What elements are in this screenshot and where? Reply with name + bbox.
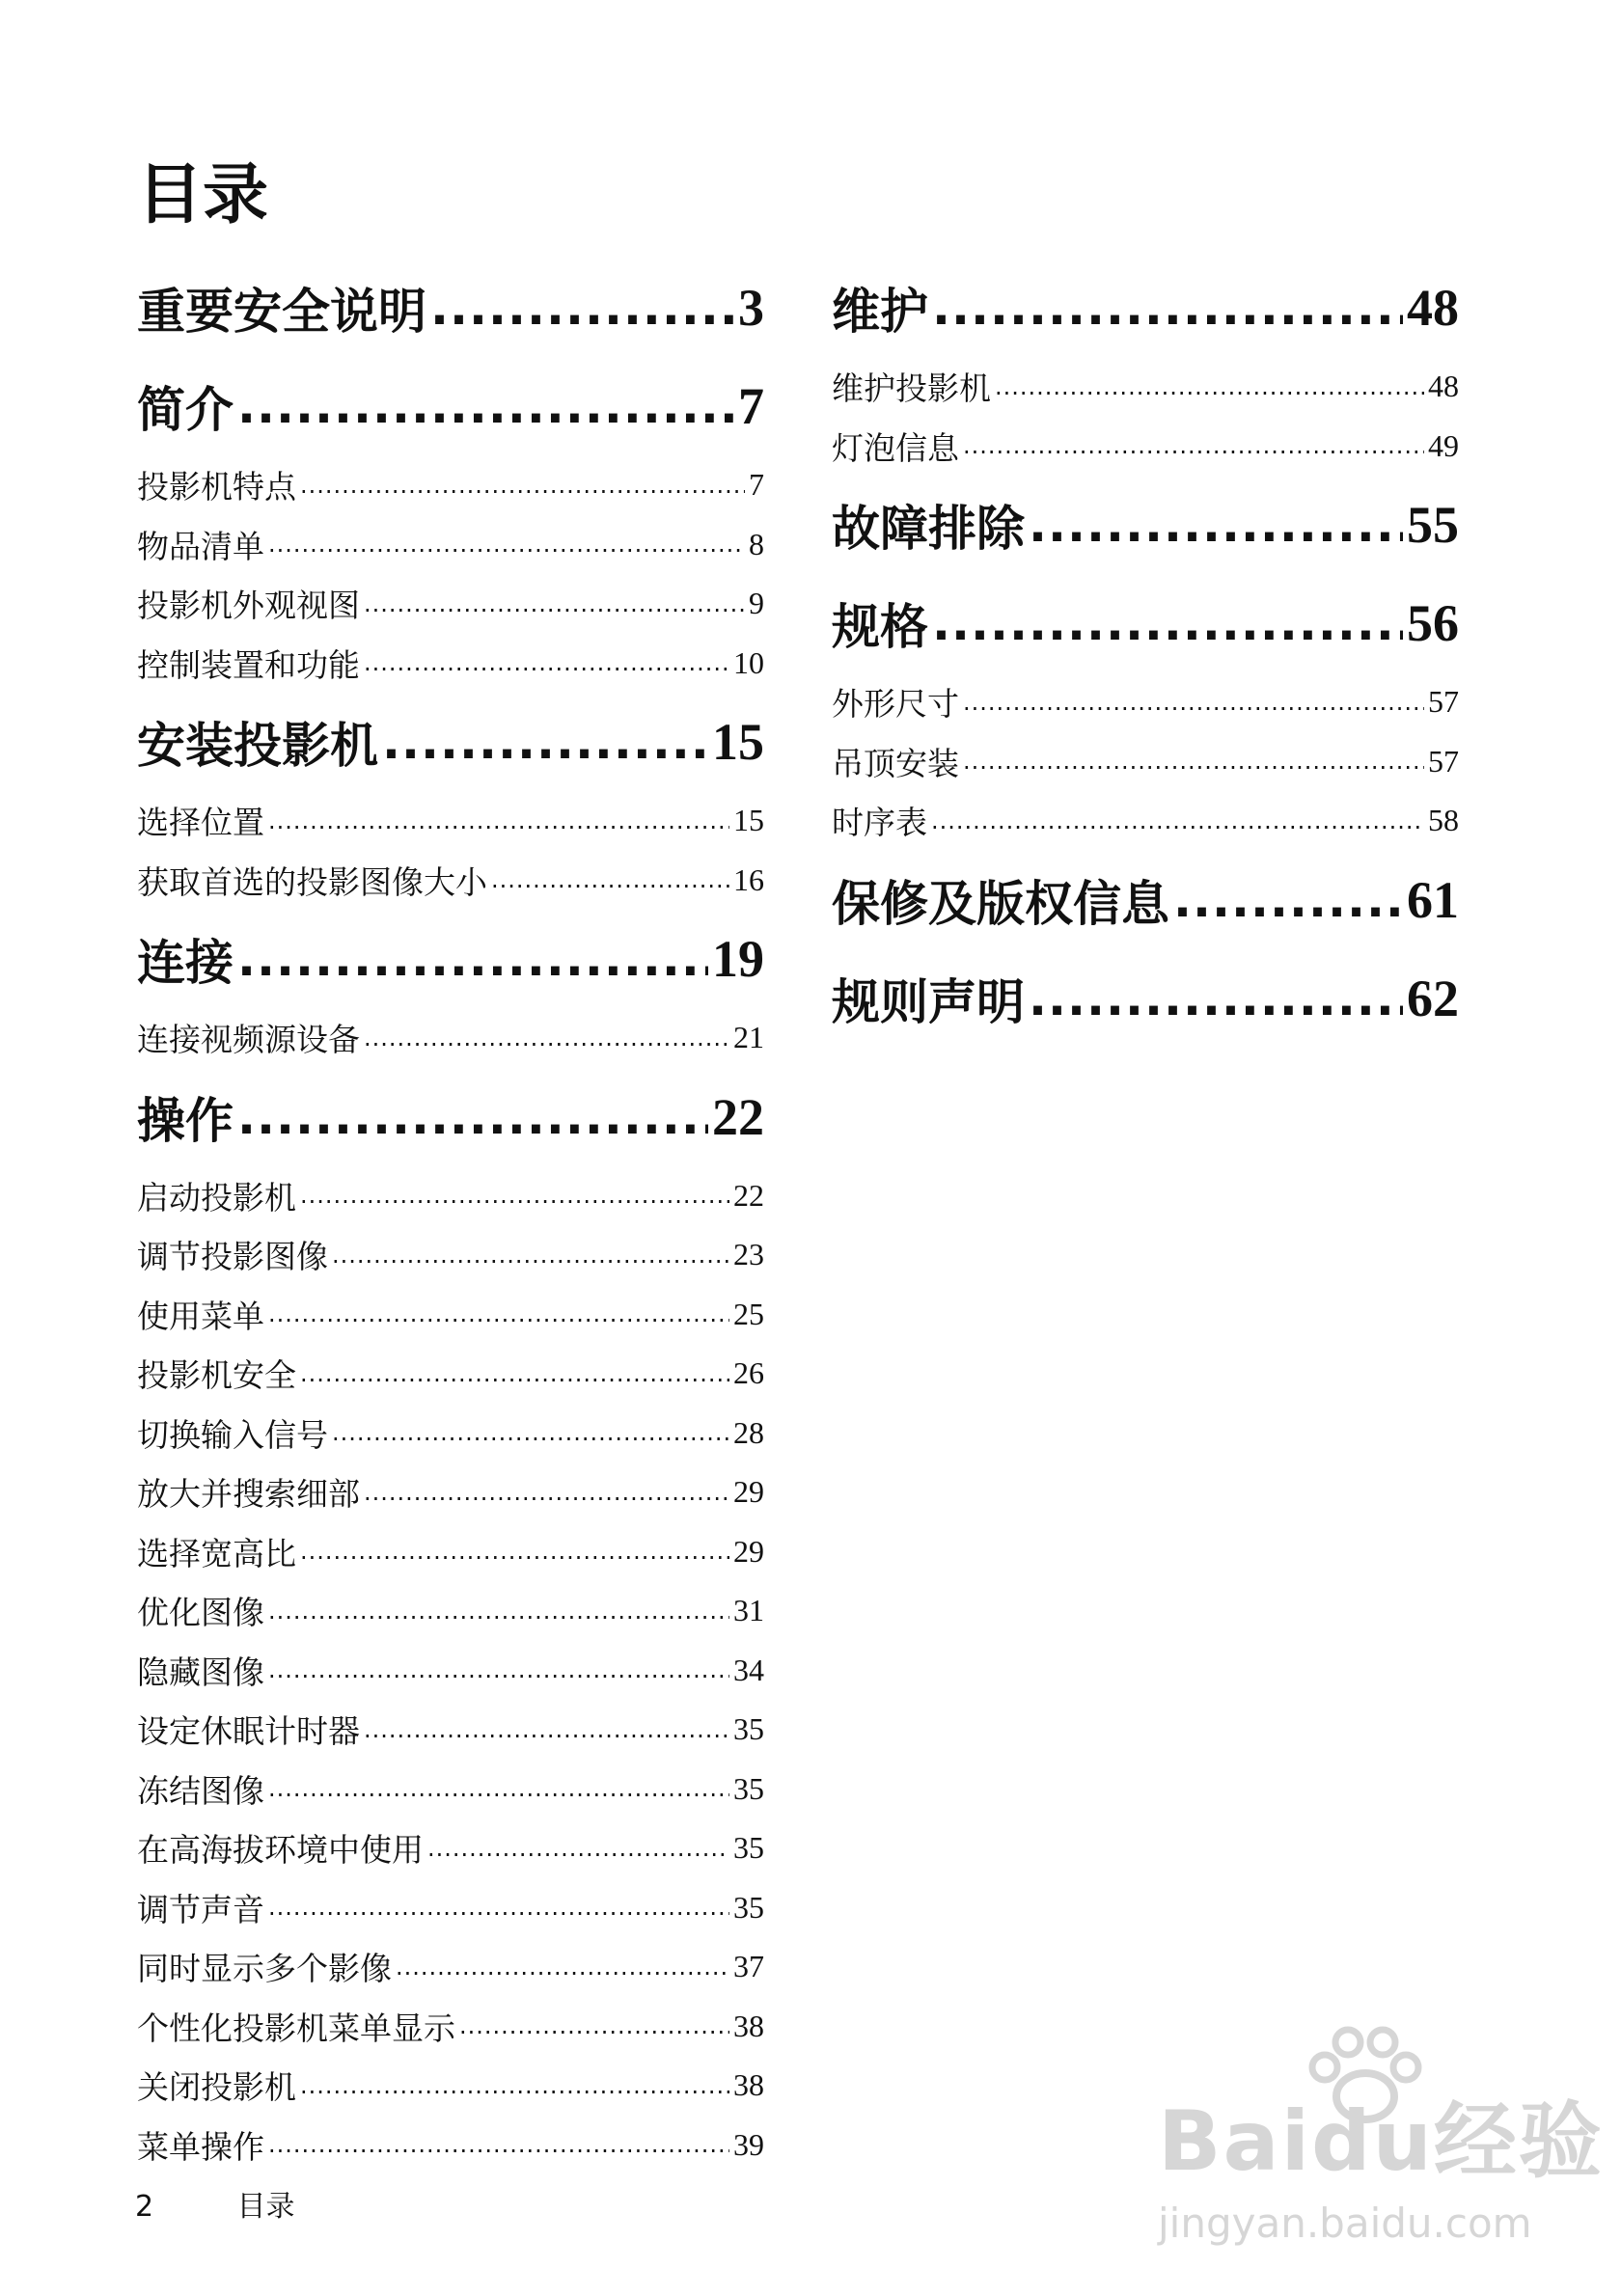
- page-footer: [135, 2182, 295, 2225]
- dot-leader: [364, 1479, 729, 1506]
- dot-leader: [931, 807, 1424, 834]
- dot-leader: [427, 1835, 729, 1862]
- toc-left-column: [137, 259, 764, 2174]
- toc-subsection-entry[interactable]: [137, 1462, 764, 1522]
- toc-entry-label: 获取首选的投影图像大小: [137, 862, 487, 901]
- toc-entry-label: 规格: [832, 599, 928, 655]
- toc-entry-page: 56: [1407, 594, 1459, 652]
- toc-subsection-entry[interactable]: [137, 634, 764, 694]
- baidu-watermark: [1158, 2074, 1604, 2247]
- dot-leader: [300, 1538, 729, 1565]
- toc-entry-label: 操作: [137, 1092, 234, 1149]
- toc-subsection-entry[interactable]: [137, 2056, 764, 2116]
- dot-leader: [268, 1598, 729, 1625]
- toc-entry-label: 重要安全说明: [137, 284, 426, 340]
- dot-leader: [268, 1894, 729, 1921]
- dot-leader: [963, 748, 1424, 775]
- dot-leader: [1029, 497, 1403, 553]
- toc-subsection-entry[interactable]: [137, 2116, 764, 2175]
- toc-entry-label: 保修及版权信息: [832, 875, 1169, 932]
- toc-entry-page: 16: [733, 861, 764, 897]
- toc-subsection-entry[interactable]: [137, 851, 764, 911]
- toc-entry-page: 23: [733, 1237, 764, 1272]
- toc-subsection-entry[interactable]: [137, 1285, 764, 1345]
- dot-leader: [1173, 872, 1403, 928]
- toc-entry-label: 在高海拔环境中使用: [137, 1831, 424, 1870]
- toc-entry-page: 38: [733, 2067, 764, 2103]
- toc-entry-label: 个性化投影机菜单显示: [137, 2009, 455, 2047]
- toc-entry-page: 22: [733, 1177, 764, 1213]
- paw-logo-icon: [1298, 2021, 1433, 2127]
- toc-entry-page: 19: [712, 930, 764, 988]
- dot-leader: [268, 1775, 729, 1802]
- toc-entry-page: 29: [733, 1533, 764, 1569]
- toc-entry-page: 21: [733, 1020, 764, 1055]
- dot-leader: [268, 1656, 729, 1683]
- watermark-url: jingyan.baidu.com: [1158, 2200, 1532, 2247]
- toc-subsection-entry[interactable]: [137, 1225, 764, 1285]
- dot-leader: [932, 280, 1403, 336]
- toc-subsection-entry[interactable]: [137, 515, 764, 575]
- toc-subsection-entry[interactable]: [137, 1937, 764, 1997]
- toc-subsection-entry[interactable]: [137, 1700, 764, 1760]
- toc-entry-page: 57: [1428, 743, 1459, 779]
- toc-entry-page: 62: [1407, 969, 1459, 1027]
- toc-subsection-entry[interactable]: [137, 1522, 764, 1582]
- dot-leader: [300, 472, 745, 499]
- toc-entry-label: 启动投影机: [137, 1178, 296, 1216]
- toc-subsection-entry[interactable]: [137, 1641, 764, 1701]
- dot-leader: [932, 595, 1403, 651]
- toc-entry-page: 7: [738, 377, 764, 435]
- dot-leader: [364, 1025, 729, 1052]
- toc-entry-page: 25: [733, 1296, 764, 1331]
- dot-leader: [491, 866, 729, 893]
- toc-subsection-entry[interactable]: [137, 455, 764, 515]
- toc-entry-label: 简介: [137, 382, 234, 438]
- toc-entry-label: 设定休眠计时器: [137, 1712, 360, 1751]
- toc-subsection-entry[interactable]: [137, 1344, 764, 1404]
- toc-entry-label: 物品清单: [137, 527, 264, 565]
- toc-subsection-entry[interactable]: [137, 574, 764, 634]
- toc-entry-page: 61: [1407, 870, 1459, 929]
- dot-leader: [364, 1716, 729, 1743]
- toc-subsection-entry[interactable]: [137, 1008, 764, 1068]
- toc-entry-label: 调节投影图像: [137, 1238, 328, 1276]
- toc-entry-label: 投影机特点: [137, 468, 296, 506]
- toc-entry-label: 时序表: [832, 804, 927, 842]
- toc-subsection-entry[interactable]: [832, 357, 1459, 417]
- toc-entry-label: 故障排除: [832, 501, 1025, 557]
- toc-subsection-entry[interactable]: [137, 1166, 764, 1226]
- toc-entry-page: 7: [749, 467, 764, 503]
- dot-leader: [237, 378, 734, 434]
- toc-subsection-entry[interactable]: [137, 1818, 764, 1878]
- toc-entry-label: 使用菜单: [137, 1297, 264, 1335]
- toc-section-entry[interactable]: [137, 357, 764, 455]
- dot-leader: [237, 1089, 708, 1145]
- toc-subsection-entry[interactable]: [832, 417, 1459, 477]
- toc-entry-page: 26: [733, 1355, 764, 1391]
- toc-subsection-entry[interactable]: [832, 732, 1459, 792]
- toc-subsection-entry[interactable]: [137, 1878, 764, 1938]
- toc-entry-page: 10: [733, 644, 764, 680]
- toc-section-entry[interactable]: [832, 259, 1459, 357]
- toc-entry-page: 9: [749, 586, 764, 621]
- toc-entry-label: 灯泡信息: [832, 428, 959, 467]
- toc-entry-label: 菜单操作: [137, 2127, 264, 2166]
- dot-leader: [963, 432, 1424, 459]
- toc-entry-page: 58: [1428, 803, 1459, 838]
- dot-leader: [268, 531, 745, 558]
- toc-entry-page: 34: [733, 1652, 764, 1687]
- toc-entry-label: 调节声音: [137, 1890, 264, 1928]
- toc-section-entry[interactable]: [137, 910, 764, 1008]
- toc-entry-label: 优化图像: [137, 1594, 264, 1632]
- footer-page-number: 2: [135, 2190, 154, 2224]
- toc-entry-page: 31: [733, 1593, 764, 1628]
- toc-entry-page: 35: [733, 1711, 764, 1747]
- dot-leader: [995, 373, 1424, 400]
- toc-section-entry[interactable]: [137, 693, 764, 791]
- dot-leader: [963, 689, 1424, 716]
- toc-entry-page: 49: [1428, 427, 1459, 463]
- toc-subsection-entry[interactable]: [137, 1404, 764, 1463]
- dot-leader: [300, 1360, 729, 1387]
- toc-entry-label: 选择宽高比: [137, 1534, 296, 1572]
- toc-subsection-entry[interactable]: [137, 1997, 764, 2057]
- toc-entry-page: 55: [1407, 496, 1459, 554]
- toc-entry-page: 35: [733, 1770, 764, 1806]
- dot-leader: [396, 1954, 729, 1981]
- toc-entry-label: 维护: [832, 284, 928, 340]
- toc-subsection-entry[interactable]: [832, 791, 1459, 851]
- toc-entry-label: 维护投影机: [832, 369, 991, 408]
- dot-leader: [332, 1419, 729, 1446]
- page-title: 目录: [137, 157, 269, 233]
- toc-entry-label: 连接: [137, 935, 234, 991]
- toc-subsection-entry[interactable]: [137, 1581, 764, 1641]
- toc-entry-label: 放大并搜索细部: [137, 1475, 360, 1514]
- toc-section-entry[interactable]: [832, 949, 1459, 1048]
- toc-entry-page: 8: [749, 526, 764, 561]
- toc-entry-page: 35: [733, 1889, 764, 1925]
- toc-entry-page: 28: [733, 1414, 764, 1450]
- toc-entry-page: 35: [733, 1830, 764, 1866]
- toc-entry-label: 投影机外观视图: [137, 587, 360, 625]
- toc-entry-page: 39: [733, 2126, 764, 2162]
- toc-entry-page: 22: [712, 1087, 764, 1146]
- toc-entry-label: 控制装置和功能: [137, 645, 360, 684]
- toc-subsection-entry[interactable]: [137, 791, 764, 851]
- toc-entry-page: 3: [738, 279, 764, 337]
- dot-leader: [364, 590, 745, 617]
- dot-leader: [332, 1242, 729, 1269]
- toc-entry-label: 吊顶安装: [832, 744, 959, 782]
- dot-leader: [300, 1182, 729, 1209]
- toc-entry-label: 切换输入信号: [137, 1415, 328, 1454]
- dot-leader: [268, 1300, 729, 1327]
- toc-entry-page: 29: [733, 1474, 764, 1510]
- toc-entry-label: 外形尺寸: [832, 685, 959, 724]
- toc-section-entry[interactable]: [137, 259, 764, 357]
- toc-section-entry[interactable]: [832, 574, 1459, 672]
- toc-entry-label: 隐藏图像: [137, 1653, 264, 1691]
- toc-entry-page: 48: [1407, 279, 1459, 337]
- dot-leader: [300, 2072, 729, 2099]
- toc-entry-label: 同时显示多个影像: [137, 1950, 392, 1988]
- dot-leader: [430, 280, 734, 336]
- dot-leader: [237, 931, 708, 987]
- dot-leader: [364, 649, 729, 676]
- toc-entry-label: 关闭投影机: [137, 2068, 296, 2107]
- toc-entry-label: 冻结图像: [137, 1771, 264, 1810]
- toc-section-entry[interactable]: [137, 1068, 764, 1166]
- toc-right-column: [832, 259, 1459, 1048]
- toc-entry-page: 57: [1428, 684, 1459, 720]
- toc-entry-page: 48: [1428, 369, 1459, 404]
- toc-entry-label: 连接视频源设备: [137, 1021, 360, 1059]
- toc-entry-label: 投影机安全: [137, 1356, 296, 1395]
- toc-section-entry[interactable]: [832, 851, 1459, 949]
- watermark-brand: Baidu经验: [1158, 2093, 1604, 2190]
- toc-entry-label: 安装投影机: [137, 718, 378, 774]
- dot-leader: [382, 714, 708, 770]
- toc-section-entry[interactable]: [832, 476, 1459, 574]
- toc-entry-page: 37: [733, 1949, 764, 1984]
- toc-subsection-entry[interactable]: [137, 1760, 764, 1819]
- toc-subsection-entry[interactable]: [832, 672, 1459, 732]
- toc-entry-page: 15: [712, 713, 764, 771]
- toc-entry-label: 规则声明: [832, 973, 1025, 1030]
- toc-entry-page: 15: [733, 803, 764, 838]
- dot-leader: [1029, 970, 1403, 1026]
- toc-entry-page: 38: [733, 2008, 764, 2043]
- toc-entry-label: 选择位置: [137, 804, 264, 842]
- dot-leader: [268, 2131, 729, 2158]
- dot-leader: [459, 2012, 729, 2039]
- dot-leader: [268, 807, 729, 834]
- footer-section: 目录: [236, 2190, 295, 2224]
